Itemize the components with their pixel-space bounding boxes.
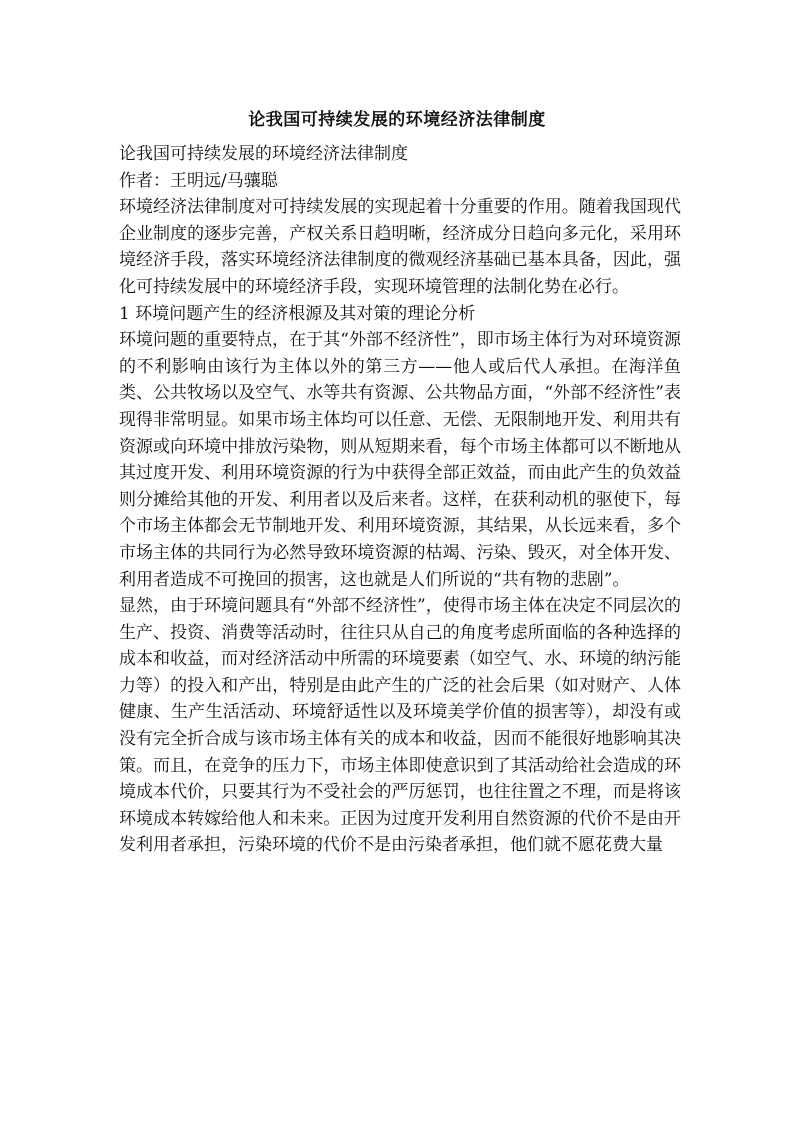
document-body bbox=[119, 141, 681, 859]
section-heading: 1 环境问题产生的经济根源及其对策的理论分析 bbox=[119, 303, 476, 324]
paragraph: 环境经济法律制度对可持续发展的实现起着十分重要的作用。随着我国现代企业制度的逐步完善，产权关系日趋明晰，经济成分日趋向多元化，采用环境经济手段，落实环境经济法律制度的微观经济基础已基本具备，因此，强化可持续发展中的环境经济手段，实现环境管理的法制化势在必行。 bbox=[119, 197, 681, 297]
document-subtitle: 论我国可持续发展的环境经济法律制度 bbox=[119, 144, 408, 164]
paragraph: 环境问题的重要特点，在于其“外部不经济性”，即市场主体行为对环境资源的不利影响由该行为主体以外的第三方——他人或后代人承担。在海洋鱼类、公共牧场以及空气、水等共有资源、公共物品方面，“外部不经济性”表现得非常明显。如果市场主体均可以任意、无偿、无限制地开发、利用共有资源或向环境中排放污染物，则从短期来看，每个市场主体都可以不断地从其过度开发、利用环境资源的行为中获得全部正效益，而由此产生的负效益则分摊给其他的开发、利用者以及后来者。这样，在获利动机的驱使下，每个市场主体都会无节制地开发、利用环境资源，其结果，从长远来看，多个市场主体的共同行为必然导致环境资源的枯竭、污染、毁灭，对全体开发、利用者造成不可挽回的损害，这也就是人们所说的“共有物的悲剧”。 bbox=[119, 330, 681, 590]
paragraph: 显然，由于环境问题具有“外部不经济性”，使得市场主体在决定不同层次的生产、投资、消费等活动时，往往只从自己的角度考虑所面临的各种选择的成本和收益，而对经济活动中所需的环境要素（如空气、水、环境的纳污能力等）的投入和产出，特别是由此产生的广泛的社会后果（如对财产、人体健康、生产生活活动、环境舒适性以及环境美学价值的损害等），却没有或没有完全折合成与该市场主体有关的成本和收益，因而不能很好地影响其决策。而且，在竞争的压力下，市场主体即使意识到了其活动给社会造成的环境成本代价，只要其行为不受社会的严厉惩罚，也往往置之不理，而是将该环境成本转嫁给他人和未来。正因为过度开发利用自然资源的代价不是由开发利用者承担，污染环境的代价不是由污染者承担，他们就不愿花费大量 bbox=[119, 596, 681, 856]
document-author: 作者：王明远/马骧聪 bbox=[119, 170, 278, 191]
document-title: 论我国可持续发展的环境经济法律制度 bbox=[248, 110, 546, 130]
